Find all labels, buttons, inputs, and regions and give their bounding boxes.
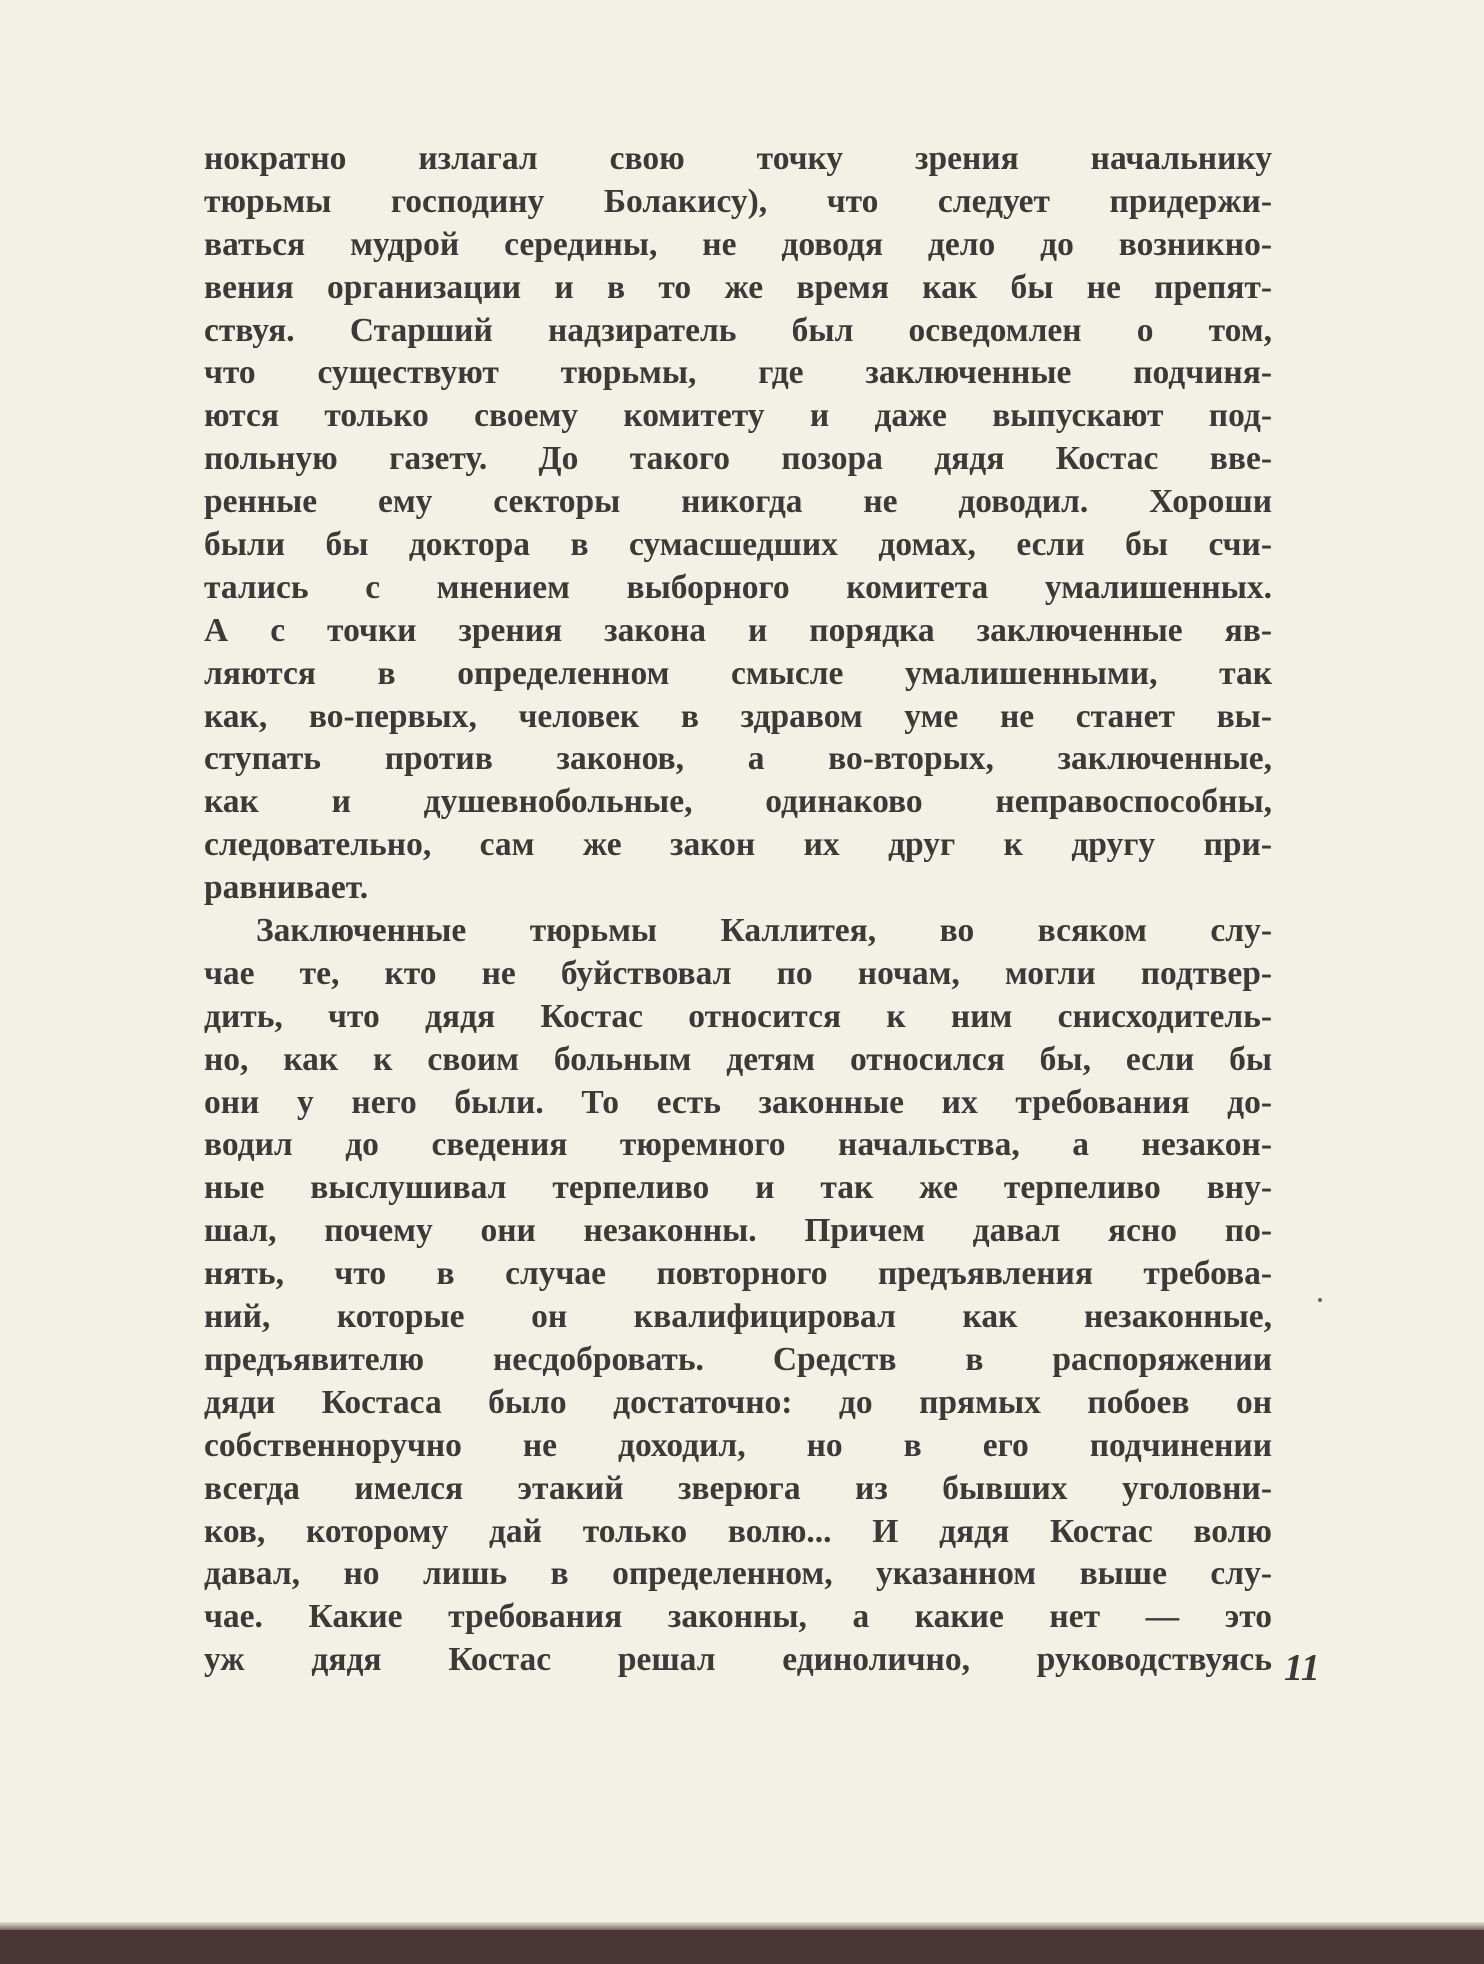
text-line: следовательно, сам же закон их друг к другу при- <box>204 826 1272 864</box>
text-line: как, во-первых, человек в здравом уме не станет вы- <box>204 697 1272 735</box>
text-line: что существуют тюрьмы, где заключенные подчиня- <box>204 354 1272 392</box>
text-line: ний, которые он квалифицировал как незаконные, <box>204 1298 1272 1336</box>
text-line: нократно излагал свою точку зрения начальнику <box>204 140 1272 177</box>
text-line: предъявителю несдобровать. Средств в распоряжении <box>204 1340 1272 1378</box>
text-line: дить, что дядя Костас относится к ним снисходитель- <box>204 997 1272 1035</box>
scan-bottom-border <box>0 1930 1484 1964</box>
text-line: но, как к своим больным детям относился бы, если бы <box>204 1040 1272 1078</box>
scan-edge-shadow <box>0 1922 1484 1930</box>
text-line: ные выслушивал терпеливо и так же терпеливо вну- <box>204 1169 1272 1207</box>
text-line: ков, которому дай только волю... И дядя Костас волю <box>204 1512 1272 1550</box>
text-line: ваться мудрой середины, не доводя дело до возникно- <box>204 225 1272 263</box>
text-line: всегда имелся этакий зверюга из бывших уголовни- <box>204 1469 1272 1507</box>
text-line: дяди Костаса было достаточно: до прямых побоев он <box>204 1383 1272 1421</box>
print-speck <box>1318 1298 1322 1302</box>
text-line: польную газету. До такого позора дядя Костас вве- <box>204 440 1272 478</box>
paragraph-start-line: Заключенные тюрьмы Каллитея, во всяком слу- <box>256 912 1272 950</box>
text-line: собственноручно не доходил, но в его подчинении <box>204 1426 1272 1464</box>
text-line: тались с мнением выборного комитета умалишенных. <box>204 568 1272 606</box>
page-number: 11 <box>1284 1647 1320 1689</box>
text-line: ствуя. Старший надзиратель был осведомлен о том, <box>204 311 1272 349</box>
text-line: были бы доктора в сумасшедших домах, если бы счи- <box>204 526 1272 564</box>
text-line: вения организации и в то же время как бы не препят- <box>204 268 1272 306</box>
text-line: давал, но лишь в определенном, указанном выше слу- <box>204 1555 1272 1593</box>
text-line: уж дядя Костас решал единолично, руководствуясь <box>204 1641 1272 1679</box>
text-line: равнивает. <box>204 869 369 907</box>
text-line: чае те, кто не буйствовал по ночам, могли подтвер- <box>204 954 1272 992</box>
text-line: ренные ему секторы никогда не доводил. Хороши <box>204 483 1272 521</box>
text-line: нять, что в случае повторного предъявления требова- <box>204 1255 1272 1293</box>
text-line: А с точки зрения закона и порядка заключенные яв- <box>204 611 1272 649</box>
text-line: шал, почему они незаконны. Причем давал ясно по- <box>204 1212 1272 1250</box>
text-line: чае. Какие требования законны, а какие нет — это <box>204 1598 1272 1636</box>
text-line: водил до сведения тюремного начальства, а незакон- <box>204 1126 1272 1164</box>
text-line: ляются в определенном смысле умалишенными, так <box>204 654 1272 692</box>
text-line: ются только своему комитету и даже выпускают под- <box>204 397 1272 435</box>
text-line: они у него были. То есть законные их требования до- <box>204 1083 1272 1121</box>
body-text <box>204 138 1272 1682</box>
text-line: как и душевнобольные, одинаково неправоспособны, <box>204 783 1272 821</box>
text-line: тюрьмы господину Болакису), что следует придержи- <box>204 182 1272 220</box>
text-line: ступать против законов, а во-вторых, заключенные, <box>204 740 1272 778</box>
